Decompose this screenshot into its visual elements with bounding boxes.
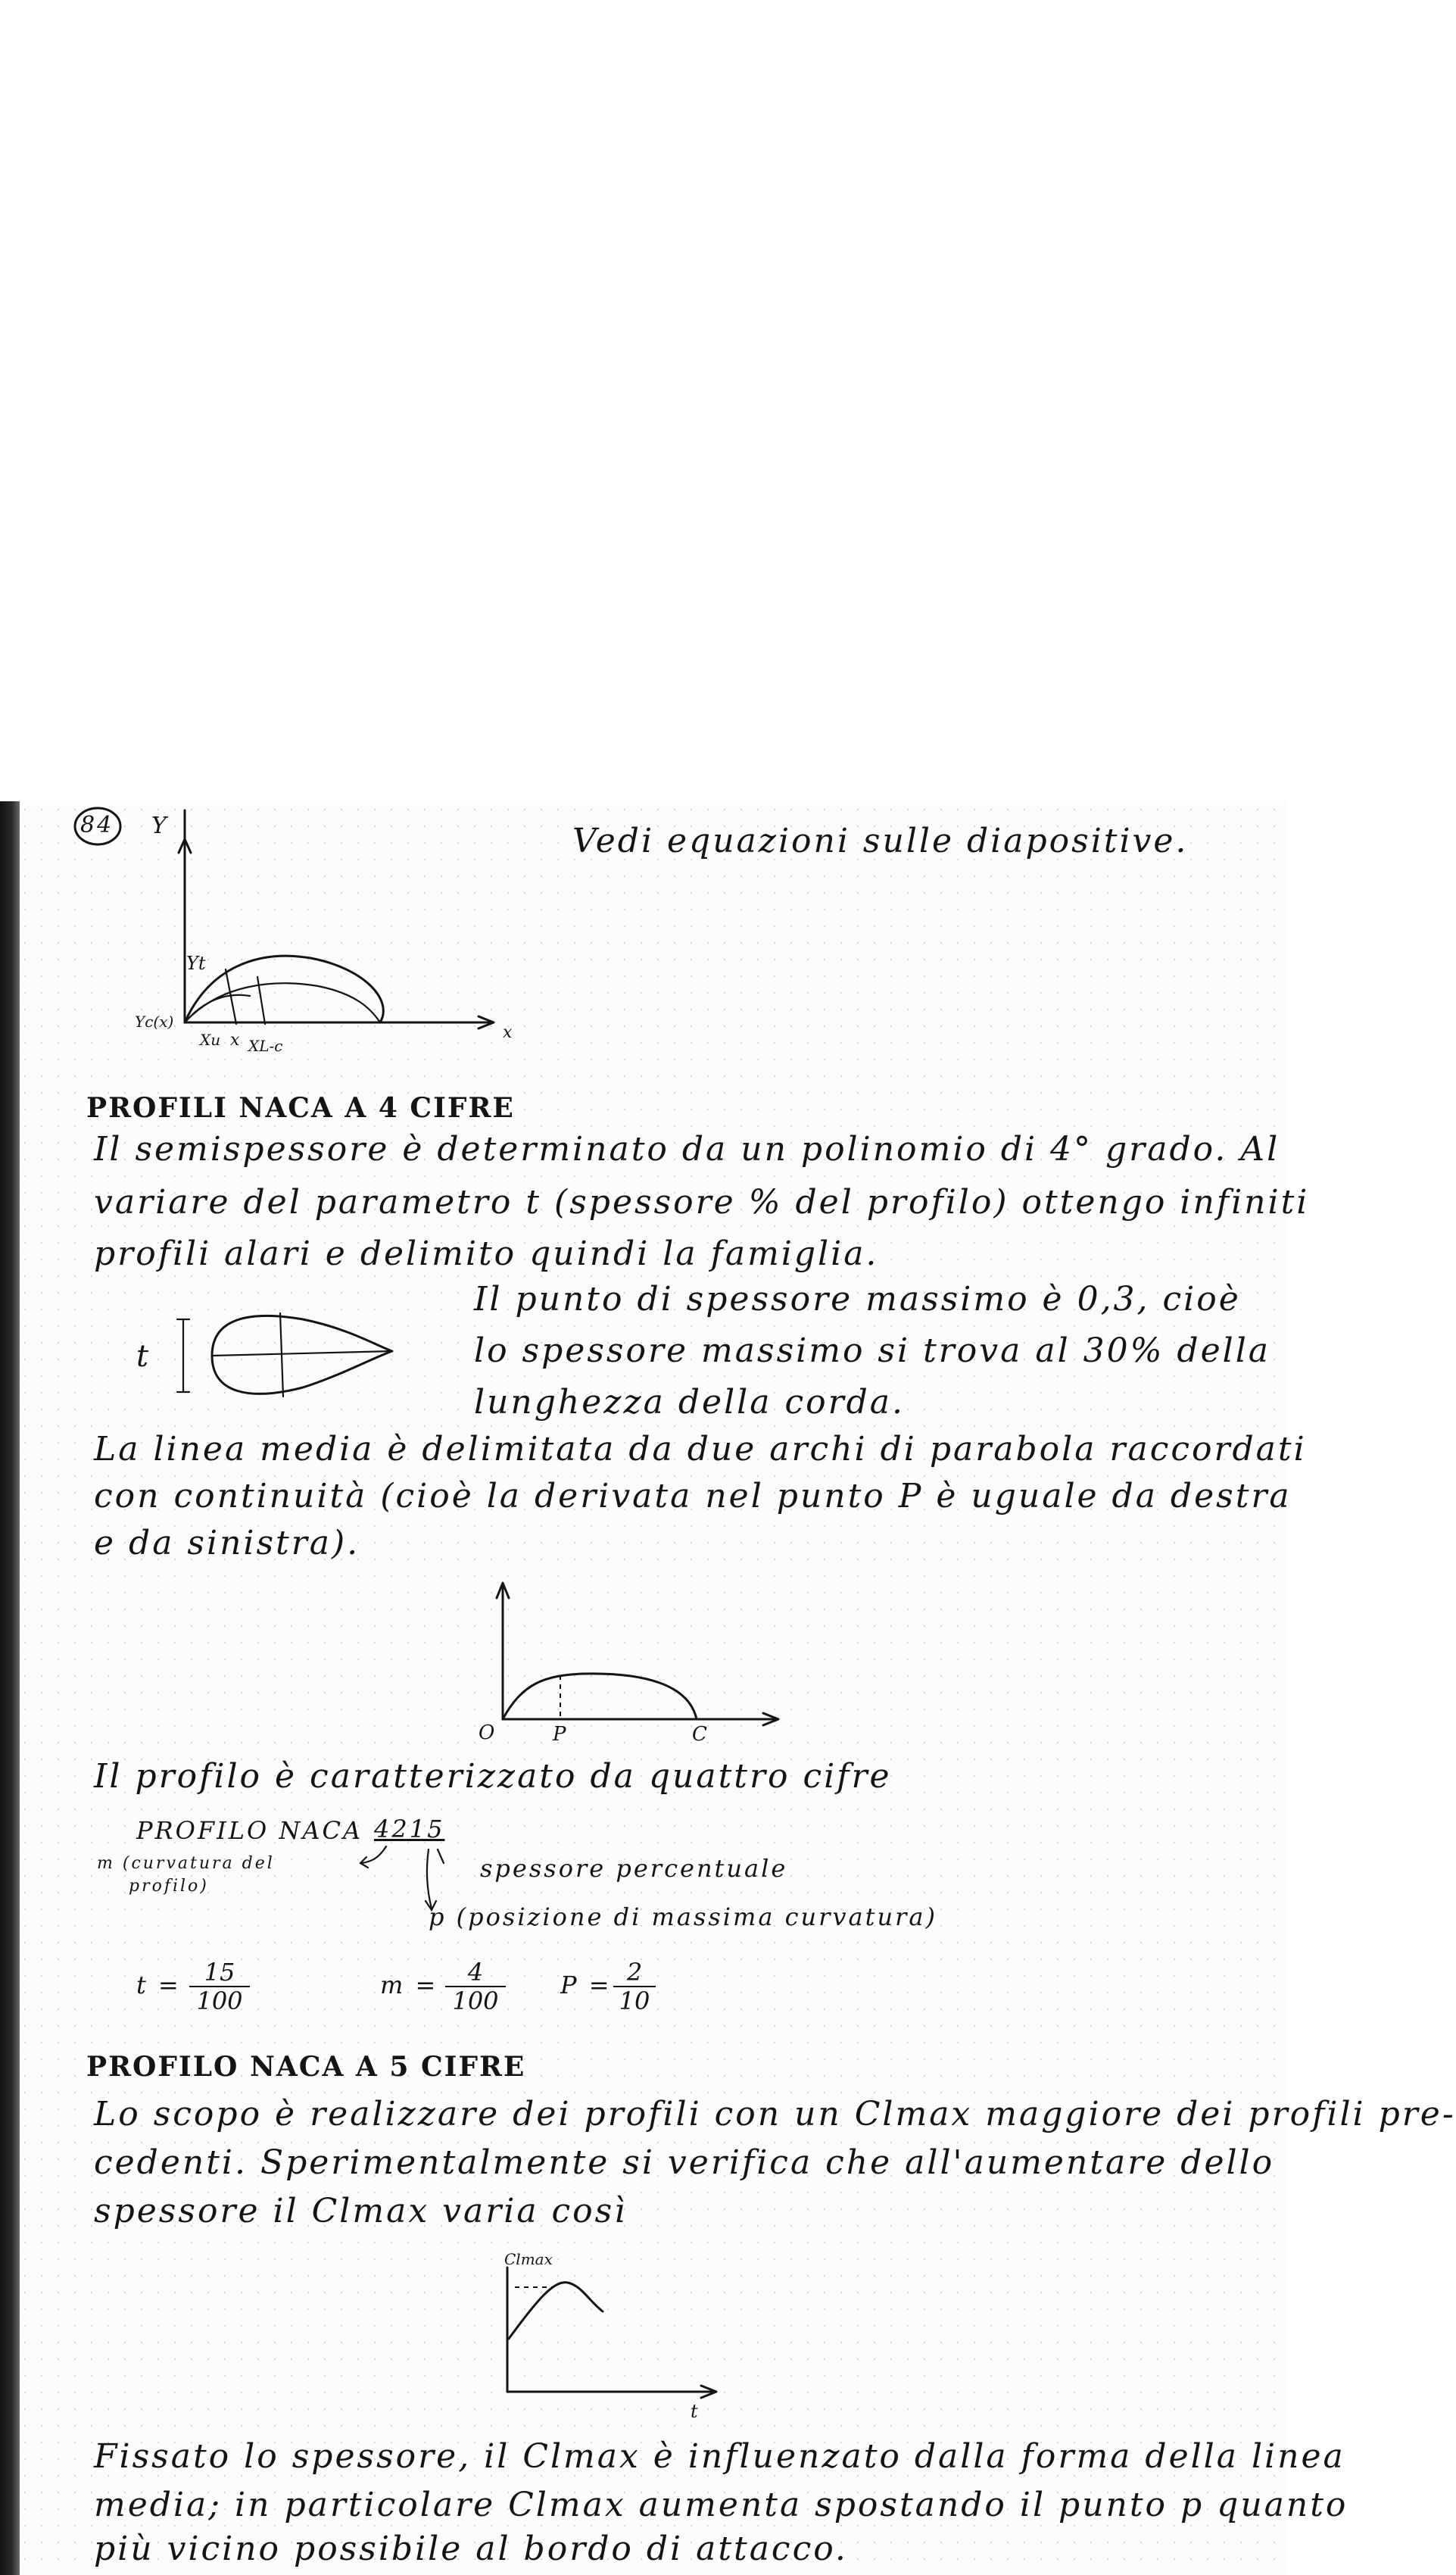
- axis-x-label: x: [503, 1023, 513, 1042]
- xlc-label: XL-c: [248, 1037, 283, 1055]
- yt-label: Yt: [186, 953, 206, 974]
- slides-note: Vedi equazioni sulle diapositive.: [572, 822, 1189, 860]
- thickness-distribution-figure: [136, 810, 530, 1060]
- fraction-numerator: 4: [445, 1959, 506, 1987]
- upper-surface-curve: [185, 956, 383, 1022]
- paragraph-line: con continuità (cioè la derivata nel punto P è uguale da destra: [94, 1477, 1292, 1515]
- fraction-denominator: 10: [619, 1987, 650, 2015]
- naca-label: PROFILO NACA: [136, 1816, 363, 1845]
- paragraph-line: e da sinistra).: [94, 1524, 360, 1562]
- m-annotation: profilo): [129, 1877, 209, 1896]
- clmax-axis-label: Clmax: [504, 2250, 553, 2268]
- clmax-vs-thickness-graph: [454, 2249, 742, 2424]
- fraction-numerator: 15: [189, 1959, 250, 1987]
- paragraph-line: più vicino possibile al bordo di attacco.: [94, 2530, 848, 2568]
- paragraph-line: Il semispessore è determinato da un polinomio di 4° grado. Al: [94, 1130, 1280, 1169]
- xu-label: Xu: [200, 1031, 221, 1049]
- paragraph-line: variare del parametro t (spessore % del profilo) ottengo infiniti: [94, 1183, 1310, 1222]
- formula-m-lhs: m =: [380, 1971, 438, 1999]
- max-thickness-line: [280, 1313, 283, 1397]
- clmax-curve: [509, 2283, 603, 2339]
- formula-t-lhs: t =: [136, 1971, 181, 1999]
- airfoil-sketch: [129, 1303, 401, 1409]
- paragraph-line: Lo scopo è realizzare dei profili con un Clmax maggiore dei profili pre-: [94, 2095, 1456, 2133]
- section-heading-4-digit: PROFILI NACA A 4 CIFRE: [86, 1092, 515, 1124]
- lower-surface-curve: [185, 995, 250, 1022]
- airfoil-chord: [212, 1351, 392, 1356]
- yc-label: Yc(x): [135, 1013, 174, 1031]
- arrow-to-thickness: [438, 1849, 444, 1863]
- mean-line-graph: [469, 1575, 787, 1757]
- paragraph-line: Il profilo è caratterizzato da quattro cifre: [94, 1757, 892, 1796]
- paragraph-line: lunghezza della corda.: [474, 1383, 905, 1422]
- origin-label: O: [479, 1721, 495, 1744]
- p-label: P: [553, 1723, 566, 1746]
- t-axis-label: t: [691, 2401, 698, 2422]
- formula-m-fraction: [445, 1959, 506, 2015]
- m-annotation: m (curvatura del: [97, 1854, 275, 1873]
- paragraph-line: La linea media è delimitata da due archi di parabola raccordati: [94, 1430, 1307, 1469]
- x-label: x: [230, 1031, 240, 1050]
- fraction-denominator: 100: [452, 1987, 499, 2015]
- paragraph-line: Il punto di spessore massimo è 0,3, cioè: [474, 1280, 1241, 1319]
- thickness-label: t: [136, 1339, 149, 1374]
- paragraph-line: spessore il Clmax varia così: [94, 2192, 628, 2230]
- naca-code: 4215: [374, 1815, 445, 1843]
- camber-curve: [185, 983, 380, 1022]
- c-label: C: [692, 1723, 707, 1746]
- fraction-numerator: 2: [613, 1959, 656, 1987]
- axis-y-label: Y: [151, 813, 167, 839]
- fraction-denominator: 100: [196, 1987, 243, 2015]
- formula-p-fraction: [613, 1959, 656, 2015]
- thickness-annotation: spessore percentuale: [480, 1854, 788, 1883]
- mean-line-curve: [503, 1674, 697, 1719]
- page-binding-edge: [0, 801, 20, 2575]
- paragraph-line: media; in particolare Clmax aumenta spostando il punto p quanto: [94, 2486, 1348, 2524]
- paragraph-line: Fissato lo spessore, il Clmax è influenzato dalla forma della linea: [94, 2437, 1345, 2476]
- paragraph-line: lo spessore massimo si trova al 30% della: [474, 1331, 1271, 1370]
- paragraph-line: profili alari e delimito quindi la famiglia.: [94, 1234, 879, 1273]
- arrow-to-p: [427, 1849, 432, 1909]
- p-annotation: p (posizione di massima curvatura): [429, 1902, 937, 1931]
- arrow-to-m: [362, 1846, 386, 1863]
- page-number: 84: [80, 812, 114, 838]
- formula-p-lhs: P =: [560, 1971, 612, 1999]
- paragraph-line: cedenti. Sperimentalmente si verifica che all'aumentare dello: [94, 2143, 1275, 2182]
- formula-t-fraction: [189, 1959, 250, 2015]
- section-heading-5-digit: PROFILO NACA A 5 CIFRE: [86, 2051, 526, 2083]
